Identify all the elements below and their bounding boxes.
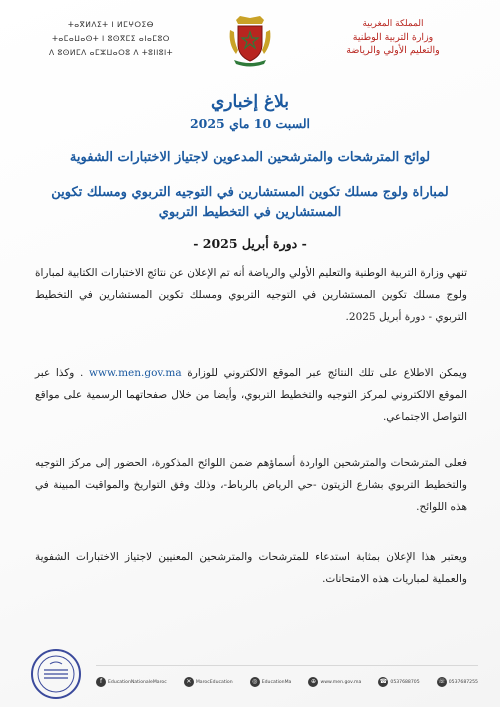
fax-icon: ☏ (437, 678, 446, 685)
footer-item-web[interactable] (308, 677, 361, 687)
footer-item-phone (378, 677, 419, 687)
coat-of-arms-icon (226, 14, 274, 68)
ministry-website-link[interactable]: www.men.gov.ma (89, 367, 182, 379)
footer-text: 0537687255 (448, 679, 478, 685)
page-title: بلاغ إخباري (211, 92, 289, 112)
web-icon: ⊕ (308, 677, 318, 687)
body-paragraph (35, 362, 467, 428)
body-paragraph: تنهي وزارة التربية الوطنية والتعليم الأولي والرياضة أنه تم الإعلان عن نتائج الاختبارات الكتابية لمباراة ولوج مسلك تكوين المستشارين في التوجيه التربوي ومسلك تكوين المستشارين في التخطيط التربوي - دورة أبريل 2025. (35, 267, 467, 323)
footer-text: 0537688705 (390, 679, 420, 685)
phone-icon: ☎ (379, 678, 388, 685)
paragraph-text: ويمكن الاطلاع على تلك النتائج عبر الموقع الالكتروني للوزارة (181, 367, 467, 379)
ministry-header-arabic (308, 18, 478, 57)
header-line: المملكة المغربية (362, 19, 424, 29)
header-line: ⴷ ⵓⵙⵍⵎⴷ ⴰⵎⵣⵡⴰⵔⵓ ⴷ ⵜⵓⵏⵏⵓⵏⵜ (48, 48, 174, 57)
footer-item-instagram[interactable] (250, 677, 292, 687)
footer-item-facebook[interactable] (96, 677, 167, 687)
official-stamp-icon (30, 648, 82, 700)
subject-line: لمباراة ولوج مسلك تكوين المستشارين في التوجيه التربوي ومسلك تكوين المستشارين في التخطيط التربوي (51, 185, 449, 220)
footer-text: www.men.gov.ma (320, 679, 362, 685)
x-icon: ✕ (184, 677, 194, 687)
footer-item-fax (437, 677, 478, 687)
session-label: - دورة أبريل 2025 - (193, 236, 307, 251)
subject-line: لوائح المترشحات والمترشحين المدعوين لاجتياز الاختبارات الشفوية (69, 150, 431, 165)
footer-text: EducationNationaleMaroc (108, 679, 167, 685)
body-paragraph: فعلى المترشحات والمترشحين الواردة أسماؤهم ضمن اللوائح المذكورة، الحضور إلى مركز التوجيه والتخطيط التربوي بشارع الزيتون -حي الرياض بالرباط-، وذلك وفق التواريخ والمواقيت المبينة في هذه اللوائح. (35, 457, 467, 513)
header-line: ⵜⴰⴳⵍⴷⵉⵜ ⵏ ⵍⵎⵖⵔⵉⴱ (68, 20, 154, 29)
facebook-icon: f (96, 677, 106, 687)
footer-text: MarocEducation (195, 679, 233, 685)
header-line: وزارة التربية الوطنية (352, 32, 434, 43)
header-line: ⵜⴰⵎⴰⵡⴰⵙⵜ ⵏ ⵓⵙⴳⵎⵉ ⴰⵏⴰⵎⵓⵔ (52, 34, 170, 43)
contact-footer (96, 665, 478, 693)
footer-text: EducationMa (261, 679, 292, 685)
document-date: السبت 10 ماي 2025 (189, 116, 311, 131)
footer-item-x[interactable] (184, 677, 233, 687)
paragraph-text: . وكذا عبر الموقع الالكتروني لمركز التوجيه والتخطيط التربوي، وأيضا من خلال صفحاتهما الرسمية على مواقع التواصل الاجتماعي. (35, 367, 467, 423)
body-paragraph: ويعتبر هذا الإعلان بمثابة استدعاء للمترشحات والمترشحين المعنيين لاجتياز الاختبارات الشفوية والعملية لمباريات هذه الامتحانات. (35, 551, 467, 585)
header-line: والتعليم الأولي والرياضة (346, 45, 440, 56)
ministry-header-tifinagh (16, 18, 206, 60)
instagram-icon: ◎ (250, 677, 260, 687)
